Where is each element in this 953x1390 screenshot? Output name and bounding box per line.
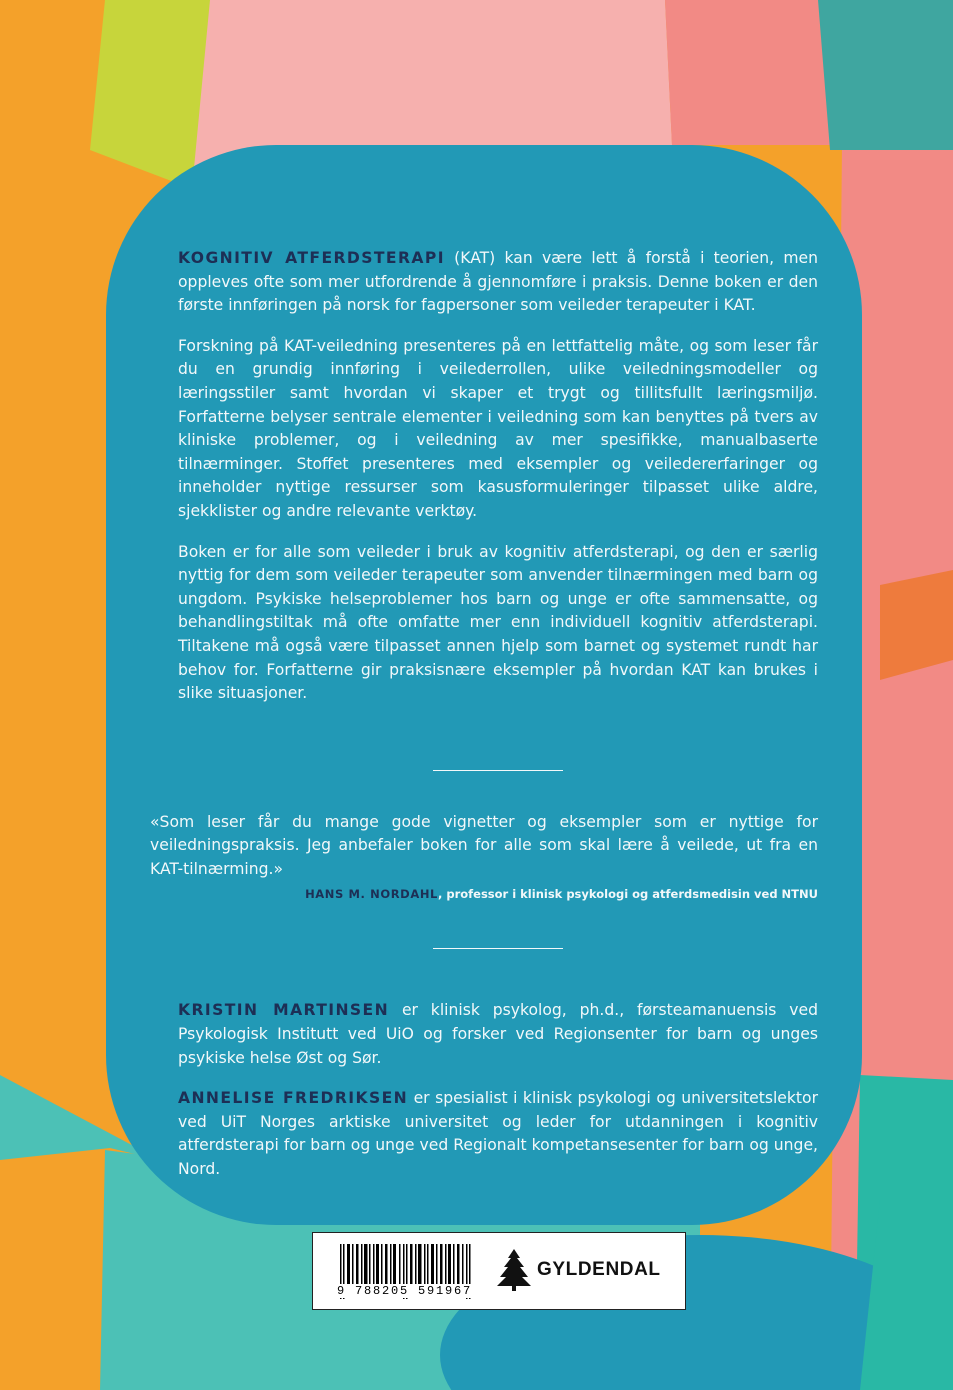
back-cover-text (150, 247, 819, 1182)
spruce-tree-icon (497, 1249, 531, 1291)
intro-text: (KAT) kan være lett å forstå i teorien, men oppleves ofte som mer utfordrende å gjennomføre i praksis. Denne boken er den første innføringen på norsk for fagpersoner som veileder terapeuter i KAT. (178, 249, 819, 315)
endorsement-quote: «Som leser får du mange gode vignetter og eksempler som er nyttige for veiledningspraksis. Jeg anbefaler boken for alle som skal lære å veilede, ut fra en KAT-tilnærming.» (150, 812, 818, 878)
quote-author: HANS M. NORDAHL (305, 887, 438, 902)
audience-paragraph: Boken er for alle som veileder i bruk av kognitiv atferdsterapi, og den er særlig nyttig for dem som veileder terapeuter som anvender tilnærmingen med barn og ungdom. Psykiske helseproblemer hos barn og unge er ofte sammensatte, og behandlingstiltak må ofte omfatte mer enn individuell kognitiv atferdsterapi. Tiltakene må også være tilpasset annen hjelp som barnet og systemet rundt har behov for. Forfatterne gir praksisnære eksempler på hvordan KAT kan brukes i slike situasjoner. (178, 542, 818, 703)
intro-paragraph (178, 247, 818, 318)
author-name-1: KRISTIN MARTINSEN (178, 1001, 390, 1020)
intro-lead: KOGNITIV ATFERDSTERAPI (178, 249, 445, 267)
endorsement-attribution (150, 886, 818, 902)
barcode-label (312, 1232, 686, 1310)
author-text-1: er klinisk psykolog, ph.d., førsteamanuensis ved Psykologisk Institutt ved UiO og forsker ved Regionsenter for barn og unges psykiske helse Øst og Sør. (178, 1001, 818, 1067)
publisher-name: GYLDENDAL (537, 1259, 661, 1280)
quote-author-role: , professor i klinisk psykologi og atferdsmedisin ved NTNU (437, 887, 818, 902)
author-text-2: er spesialist i klinisk psykologi og universitetslektor ved UiT Norges arktiske universitet og leder for utdanningen i kognitiv atferdsterapi for barn og unge ved Regionalt kompetansesenter for barn og unge, Nord. (178, 1089, 818, 1179)
description-paragraph: Forskning på KAT-veiledning presenteres på en lettfattelig måte, og som leser får du en grundig innføring i veilederrollen, ulike veiledningsmodeller og læringsstiler samt hvordan vi skaper et trygt og tillitsfullt læringsmiljø. Forfatterne belyser sentrale elementer i veiledning som kan benyttes på tvers av kliniske problemer, og i veiledning av mer spesifikke, manualbaserte tilnærminger. Stoffet presenteres med eksempler og veiledererfaringer og inneholder nyttige ressurser som kasusformuleringer tilpasset ulike aldre, sjekklister og andre relevante verktøy. (178, 336, 818, 520)
isbn-number: 9 788205 591967 (337, 1284, 475, 1298)
author-bio-1 (178, 999, 818, 1070)
author-name-2: ANNELISE FREDRIKSEN (178, 1089, 409, 1108)
author-bio-2 (178, 1087, 818, 1181)
publisher-logo (497, 1247, 661, 1293)
